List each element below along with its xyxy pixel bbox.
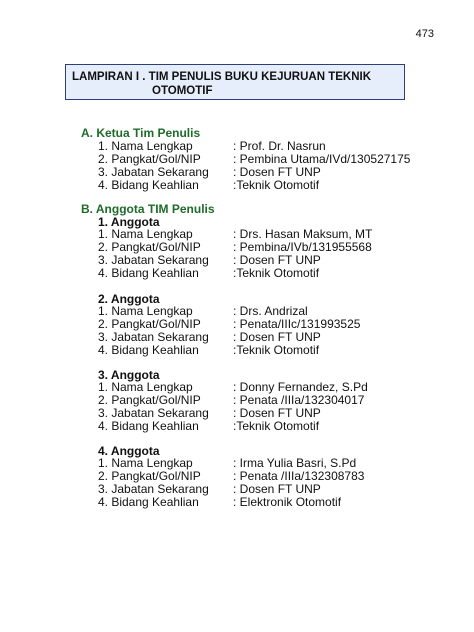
field-value: : Penata/IIIc/131993525 [233, 317, 361, 331]
title-box [65, 64, 405, 100]
title-line-2: OTOMOTIF [152, 85, 213, 97]
field-value: :Teknik Otomotif [233, 266, 320, 280]
field-label: 4. Bidang Keahlian [98, 495, 199, 509]
field-value: : Dosen FT UNP [233, 482, 321, 496]
field-value: : Dosen FT UNP [233, 330, 321, 344]
field-label: 3. Jabatan Sekarang [98, 406, 209, 420]
field-label: 2. Pangkat/Gol/NIP [98, 152, 201, 166]
member-heading: 1. Anggota [98, 215, 160, 229]
member-heading: 2. Anggota [98, 292, 160, 306]
field-value: : Penata /IIIa/132304017 [233, 393, 365, 407]
field-value: :Teknik Otomotif [233, 178, 320, 192]
section-b-heading: B. Anggota TIM Penulis [81, 202, 215, 216]
member-row [0, 267, 474, 280]
field-value: : Penata /IIIa/132308783 [233, 469, 365, 483]
field-value: : Drs. Andrizal [233, 304, 308, 318]
field-value: :Teknik Otomotif [233, 419, 320, 433]
field-value: : Dosen FT UNP [233, 406, 321, 420]
field-value: : Pembina/IVb/131955568 [233, 240, 372, 254]
field-value: : Dosen FT UNP [233, 165, 321, 179]
section-a-row [0, 179, 474, 192]
field-value: : Prof. Dr. Nasrun [233, 139, 326, 153]
field-label: 2. Pangkat/Gol/NIP [98, 317, 201, 331]
field-label: 3. Jabatan Sekarang [98, 330, 209, 344]
field-label: 2. Pangkat/Gol/NIP [98, 393, 201, 407]
field-label: 3. Jabatan Sekarang [98, 165, 209, 179]
field-value: : Pembina Utama/IVd/130527175 [233, 152, 411, 166]
field-value: : Donny Fernandez, S.Pd [233, 380, 368, 394]
field-value: : Dosen FT UNP [233, 253, 321, 267]
field-label: 3. Jabatan Sekarang [98, 482, 209, 496]
member-heading: 3. Anggota [98, 368, 160, 382]
field-label: 4. Bidang Keahlian [98, 419, 199, 433]
field-label: 1. Nama Lengkap [98, 380, 193, 394]
field-value: :Teknik Otomotif [233, 343, 320, 357]
field-label: 1. Nama Lengkap [98, 304, 193, 318]
title-line-1: LAMPIRAN I . TIM PENULIS BUKU KEJURUAN TEKNIK [72, 71, 372, 83]
section-a-heading: A. Ketua Tim Penulis [81, 126, 201, 140]
member-row [0, 344, 474, 357]
page-number: 473 [415, 28, 434, 40]
field-label: 1. Nama Lengkap [98, 139, 193, 153]
field-label: 4. Bidang Keahlian [98, 178, 199, 192]
field-value: : Elektronik Otomotif [233, 495, 342, 509]
field-label: 1. Nama Lengkap [98, 456, 193, 470]
field-label: 2. Pangkat/Gol/NIP [98, 240, 201, 254]
field-label: 4. Bidang Keahlian [98, 266, 199, 280]
member-row [0, 496, 474, 509]
field-label: 3. Jabatan Sekarang [98, 253, 209, 267]
member-heading: 4. Anggota [98, 444, 160, 458]
field-label: 1. Nama Lengkap [98, 227, 193, 241]
member-row [0, 420, 474, 433]
field-value: : Drs. Hasan Maksum, MT [233, 227, 373, 241]
field-value: : Irma Yulia Basri, S.Pd [233, 456, 357, 470]
field-label: 2. Pangkat/Gol/NIP [98, 469, 201, 483]
field-label: 4. Bidang Keahlian [98, 343, 199, 357]
